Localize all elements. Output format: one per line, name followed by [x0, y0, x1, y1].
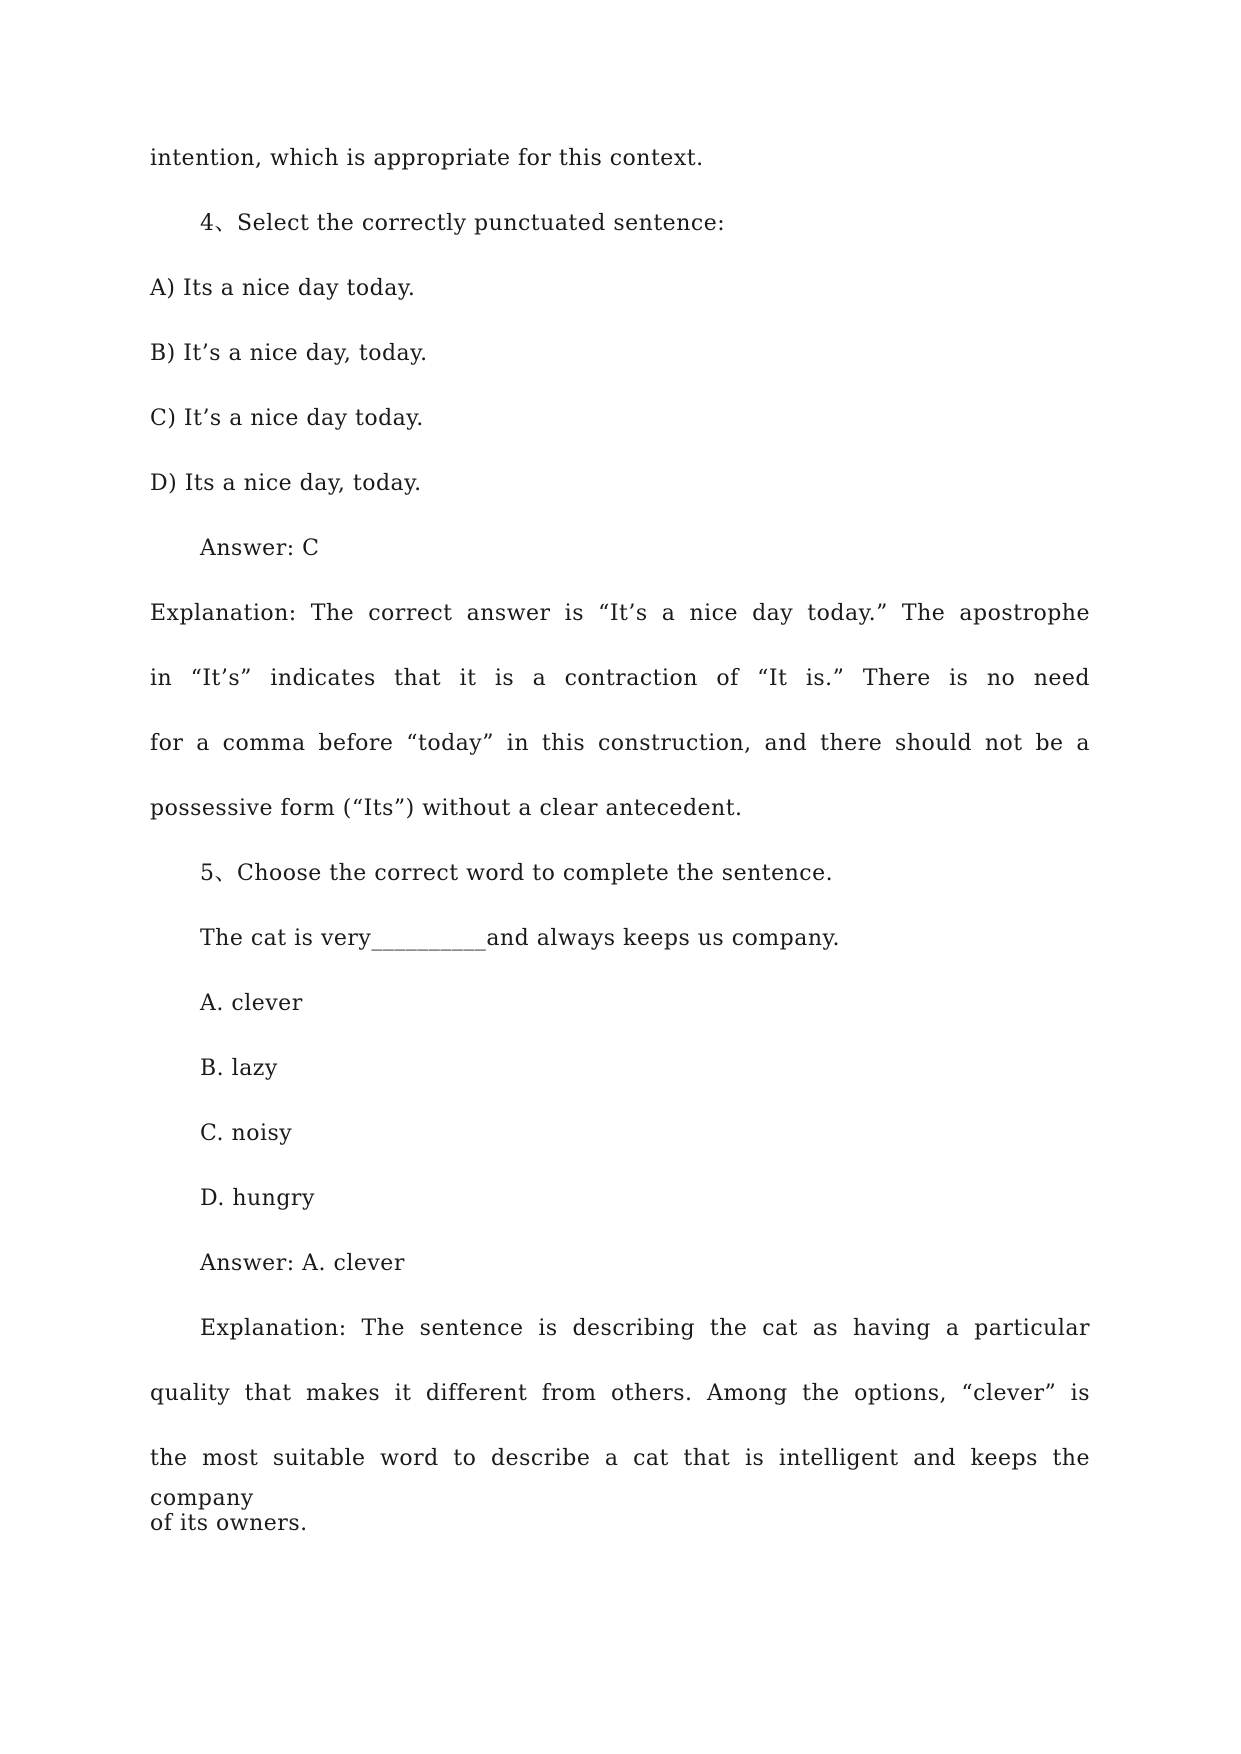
question-5-sentence: The cat is very__________and always keeps us company. — [200, 926, 840, 951]
question-4-option-a: A) Its a nice day today. — [150, 276, 416, 301]
question-5-answer: Answer: A. clever — [200, 1251, 405, 1276]
question-5-option-c: C. noisy — [200, 1121, 293, 1146]
question-4-option-d: D) Its a nice day, today. — [150, 471, 422, 496]
question-5-option-a: A. clever — [200, 991, 303, 1016]
question-5-option-b: B. lazy — [200, 1056, 278, 1081]
question-5-explanation-line: quality that makes it different from others. Among the options, “clever” is — [150, 1381, 1090, 1406]
paragraph-continuation: intention, which is appropriate for this context. — [150, 146, 704, 171]
question-4-explanation-line: for a comma before “today” in this construction, and there should not be a — [150, 731, 1090, 756]
question-5-prompt: 5、Choose the correct word to complete the sentence. — [200, 861, 834, 886]
question-5-explanation-line: Explanation: The sentence is describing the cat as having a particular — [200, 1316, 1090, 1341]
question-4-option-c: C) It’s a nice day today. — [150, 406, 424, 431]
question-5-explanation-line: of its owners. — [150, 1511, 308, 1536]
question-4-explanation-line: Explanation: The correct answer is “It’s a nice day today.” The apostrophe — [150, 601, 1090, 626]
question-4-answer: Answer: C — [200, 536, 320, 561]
document-page — [150, 139, 1090, 1569]
question-4-explanation-line: in “It’s” indicates that it is a contraction of “It is.” There is no need — [150, 666, 1090, 691]
question-4-explanation-line: possessive form (“Its”) without a clear antecedent. — [150, 796, 743, 821]
question-5-explanation-line: the most suitable word to describe a cat that is intelligent and keeps the company — [150, 1446, 1090, 1511]
question-4-prompt: 4、Select the correctly punctuated sentence: — [200, 211, 726, 236]
question-5-option-d: D. hungry — [200, 1186, 315, 1211]
question-4-option-b: B) It’s a nice day, today. — [150, 341, 428, 366]
